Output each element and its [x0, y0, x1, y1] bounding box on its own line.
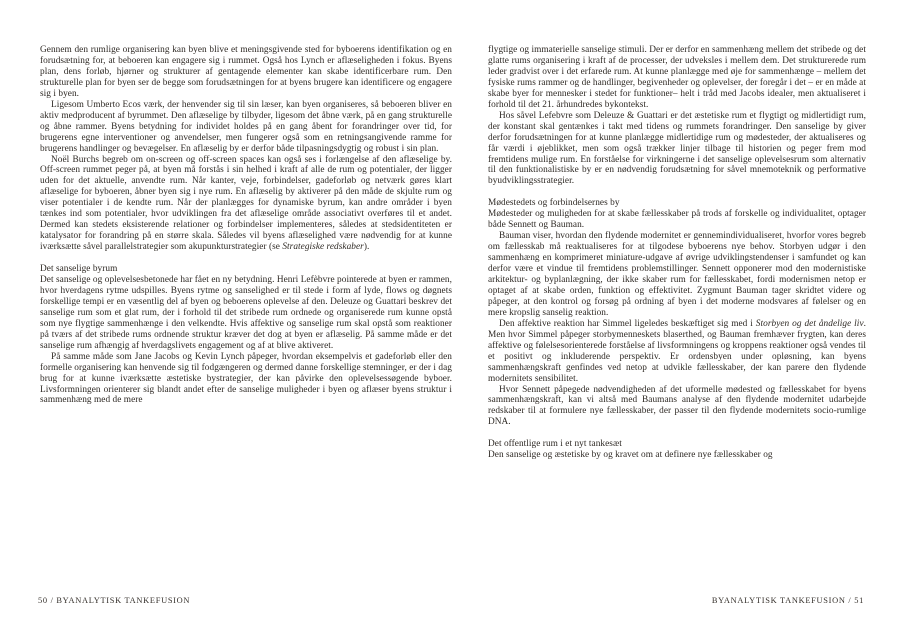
body-paragraph	[488, 319, 866, 385]
left-page-footer: 50 / BYANALYTISK TANKEFUSION	[38, 596, 191, 605]
body-paragraph: Mødesteder og muligheden for at skabe fællesskaber på trods af forskelle og individualitet, optager både Sennett og Bauman.	[488, 209, 866, 231]
body-paragraph: Bauman viser, hvordan den flydende modernitet er gennemindividualiseret, hvorfor vores begreb om fællesskab må reaktualiseres for at tilgodese byboerens nye behov. Storbyen udgør i den sammenhæng en komprimeret miniature-udgave af øvrige udviklingstendenser i samfundet og kan derfor være et vindue til fremtidens problemstillinger. Sennett opponerer mod den modernistiske arkitektur- og byplanlægning, der ikke skaber rum for fællesskabet, fordi modernismen netop er optaget af at skabe orden, funktion og effektivitet. Zygmunt Bauman tager skridtet videre og påpeger, at den kontrol og forsøg på ordning af byen i det moderne modsvares af følelser og en mere kropslig sanselig reaktion.	[488, 231, 866, 318]
section-heading: Det offentlige rum i et nyt tankesæt	[488, 439, 622, 450]
paragraph-text: Den affektive reaktion har Simmel ligeledes beskæftiget sig med i	[499, 318, 756, 329]
section-heading: Det sanselige byrum	[40, 264, 118, 275]
right-page-text-column	[488, 45, 866, 461]
body-paragraph	[40, 155, 452, 254]
right-page-footer: BYANALYTISK TANKEFUSION / 51	[711, 596, 864, 605]
book-reference-italic: Strategiske redskaber	[282, 242, 364, 253]
body-paragraph: Ligesom Umberto Ecos værk, der henvender sig til sin læser, kan byen organiseres, så beboeren bliver en aktiv medproducent af byrummet. Den aflæselige by tilbyder, ligesom det åbne værk, på en gang strukturelle og åbne rammer. Byens betydning for individet holdes på en gang åbent for forandringer over tid, for brugerens egne interventioner og anvendelser, men fungerer også som en retningsangivende ramme for brugerens handlinger og bevægelser. En aflæselig by er derfor både tilpasningsdygtig og robust i sin plan.	[40, 99, 452, 154]
section-heading: Mødestedets og forbindelsernes by	[488, 198, 620, 209]
left-page-text-column	[40, 45, 452, 406]
body-paragraph: Gennem den rumlige organisering kan byen blive et meningsgivende sted for byboerens identifikation og en forudsætning for, at beboeren kan engagere sig i rummet. Også hos Lynch er aflæseligheden i fokus. Byens plan, dens forløb, hjørner og strukturer af gentagende elementer kan skabe identificerbare rum. Den strukturelle plan for byen ser de begge som forudsætningen for at byens brugere kan identificere og engagere sig i byen.	[40, 45, 452, 99]
body-paragraph: flygtige og immaterielle sanselige stimuli. Der er derfor en sammenhæng mellem det stribede og det glatte rums organisering i kraft af de processer, der udveksles i mellem dem. Det strukturerede rum leder gradvist over i det erfarede rum. At kunne planlægge med øje for sammenhænge – mellem det fysiske rums rammer og de handlinger, begivenheder og oplevelser, der foregår i det – er en måde at skabe byer for mennesker i stedet for funktioner– helt i tråd med Jacobs idealer, men aktualiseret i forhold til det 21. århundredes bykontekst.	[488, 45, 866, 110]
body-paragraph: Den sanselige og æstetiske by og kravet om at definere nye fællesskaber og	[488, 450, 773, 461]
body-paragraph: Hos såvel Lefebvre som Deleuze & Guattari er det æstetiske rum et flygtigt og midlertidigt rum, der konstant skal gentænkes i takt med tidens og rummets forandringer. Den sanselige by giver derfor forudsætningen for at kunne planlægge midlertidige rum og mødesteder, der aktualiseres og får værdi i øjeblikket, men som også trækker linjer tilbage til historien og peger frem mod fremtidens mulige rum. En forståelse for virkningerne i det sanselige oplevelsesrum som alternativ til den funktionalistiske by er en nødvendig forudsætning for såvel mnemoteknik og performative byudviklingsstrategier.	[488, 110, 866, 187]
paragraph-text: . Men hvor Simmel påpeger storbymenneskets blaserthed, og Bauman fremhæver frygten, kan deres affektive og følelsesorienterede forståelse af livsformningens og kroppens reaktioner også vendes til et positivt og inkluderende perspektiv. Er ordensbyen under opløsning, kan byens sammenhængskraft genfindes ved netop at udvikle fællesskaber, der kan parere den flydende modernitets sensibilitet.	[488, 318, 866, 384]
body-paragraph: Det sanselige og oplevelsesbetonede har fået en ny betydning. Henri Lefèbvre pointerede at byen er rammen, hvor hverdagens rytme udspilles. Byens rytme og sanselighed er til stede i form af lyde, flows og døgnets forskellige tempi er en væsentlig del af byen og beboerens oplevelse af den. Deleuze og Guattari beskrev det sanselige rum som et glat rum, der i forhold til det stribede rum ordnede og organiserede rum kunne opstå som nye flygtige sammenhænge i den velkendte. Hvis affektive og sanselige rum skal opstå som reaktioner på tværs af det stribede rums ordnende struktur kræver det dog at byen er aflæselig. På samme måde er det sanselige rum afhængig af hverdagslivets engagement og af at blive aktiveret.	[40, 275, 452, 351]
body-paragraph: På samme måde som Jane Jacobs og Kevin Lynch påpeger, hvordan eksempelvis et gadeforløb eller den formelle organisering kan henvende sig til fodgængeren og dermed danne forskellige stemninger, er der i dag brug for at kunne iværksætte æstetiske bystrategier, der kan påvirke den oplevelsessøgende byboer. Livsformningen orienterer sig blandt andet efter de sanselige muligheder i byen og aflæser byens struktur i sammenhæng med de mere	[40, 351, 452, 406]
paragraph-text: Noël Burchs begreb om on-screen og off-screen spaces kan også ses i forlængelse af den aflæselige by. Off-screen rummet peger på, at byen må forstås i sin helhed i kraft af alle de rum og potentialer, der ligger uden for det aktuelle, anvendte rum. Når kanter, veje, forbindelser, gadeforløb og netværk gøres klart aflæselige for byboeren, åbner byen sig i nye rum. En aflæselig by aktiverer på den måde de skjulte rum og viser potentialer i de kendte rum. Når der planlægges for dynamiske byrum, kan andre områder i byen tænkes ind som potentialer, hvor udviklingen fra det aflæselige område associativt overføres til et andet. Dermed kan stedets eksisterende relationer og forbindelser implementeres, således at stedsidentiteten er katalysator for forandring på en større skala. Således vil byens aflæselighed være nødvendig for at kunne iværksætte såvel parallelstrategier som akupunkturstrategier (se	[40, 154, 452, 253]
paragraph-text: ).	[363, 242, 370, 253]
book-title-italic: Storbyen og det åndelige liv	[755, 318, 864, 329]
body-paragraph: Hvor Sennett påpegede nødvendigheden af det uformelle mødested og fællesskabet for byens sammenhængskraft, kan vi altså med Baumans analyse af den flydende modernitet udarbejde redskaber til at formulere nye fællesskaber, der passer til den flydende modernitets socio-rumlige DNA.	[488, 384, 866, 428]
